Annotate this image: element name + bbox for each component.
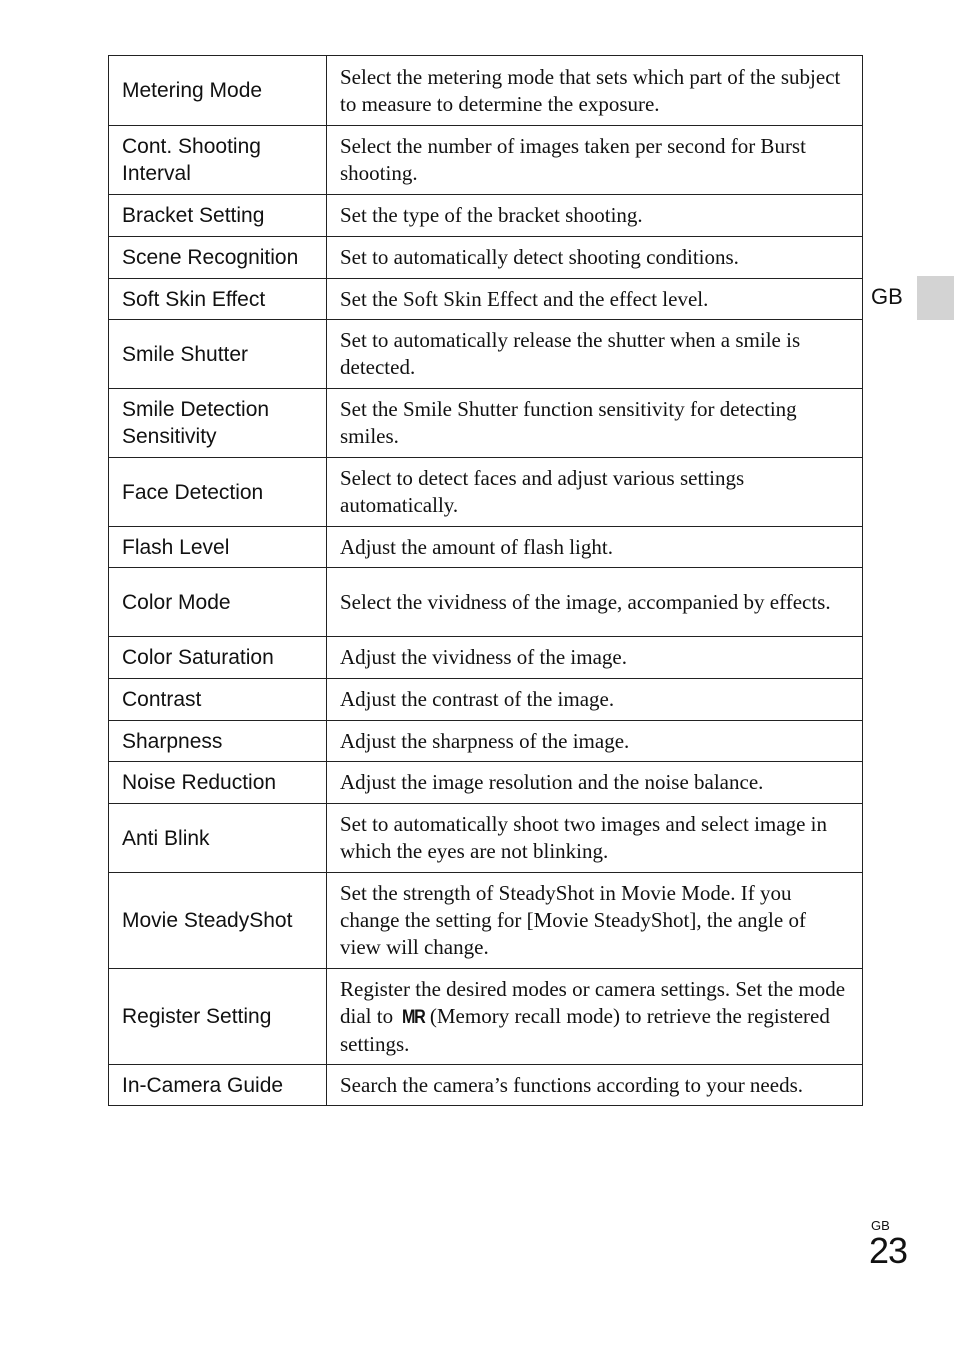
setting-description	[327, 969, 863, 1065]
table-row	[109, 568, 863, 637]
setting-name: Smile Detection Sensitivity	[109, 389, 327, 458]
setting-description-part: (Memory recall mode) to retrieve the registered settings.	[340, 1003, 830, 1056]
setting-description: Select the vividness of the image, accompanied by effects.	[327, 568, 863, 637]
table-row	[109, 637, 863, 679]
setting-name: Anti Blink	[109, 804, 327, 873]
setting-description: Set the type of the bracket shooting.	[327, 195, 863, 237]
table-row	[109, 320, 863, 389]
setting-description: Adjust the image resolution and the noise balance.	[327, 762, 863, 804]
page-number: 23	[869, 1230, 908, 1271]
setting-description: Set to automatically release the shutter when a smile is detected.	[327, 320, 863, 389]
side-tab-label: GB	[871, 284, 903, 309]
setting-description: Adjust the contrast of the image.	[327, 679, 863, 721]
setting-name: Color Mode	[109, 568, 327, 637]
setting-name: Cont. Shooting Interval	[109, 126, 327, 195]
table-row	[109, 126, 863, 195]
table-row	[109, 195, 863, 237]
setting-description: Select the number of images taken per second for Burst shooting.	[327, 126, 863, 195]
side-tab	[917, 276, 954, 320]
setting-name: In-Camera Guide	[109, 1065, 327, 1106]
table-row	[109, 969, 863, 1065]
setting-name: Smile Shutter	[109, 320, 327, 389]
setting-name: Register Setting	[109, 969, 327, 1065]
page-language-code: GB	[871, 1218, 890, 1233]
table-row	[109, 721, 863, 762]
settings-table	[108, 55, 863, 1106]
setting-description: Search the camera’s functions according to your needs.	[327, 1065, 863, 1106]
table-row	[109, 237, 863, 279]
table-row	[109, 527, 863, 568]
setting-description: Adjust the sharpness of the image.	[327, 721, 863, 762]
table-row	[109, 56, 863, 126]
setting-name: Scene Recognition	[109, 237, 327, 279]
setting-description: Set to automatically shoot two images and select image in which the eyes are not blinking.	[327, 804, 863, 873]
setting-name: Noise Reduction	[109, 762, 327, 804]
table-row	[109, 1065, 863, 1106]
setting-name: Contrast	[109, 679, 327, 721]
setting-description: Select the metering mode that sets which part of the subject to measure to determine the exposure.	[327, 56, 863, 126]
setting-description: Set the Smile Shutter function sensitivity for detecting smiles.	[327, 389, 863, 458]
memory-recall-mode-icon: MR	[402, 1006, 425, 1028]
setting-name: Movie SteadyShot	[109, 873, 327, 969]
table-row	[109, 762, 863, 804]
table-row	[109, 804, 863, 873]
setting-name: Metering Mode	[109, 56, 327, 126]
setting-description: Set to automatically detect shooting conditions.	[327, 237, 863, 279]
table-row	[109, 389, 863, 458]
setting-description: Adjust the vividness of the image.	[327, 637, 863, 679]
setting-name: Sharpness	[109, 721, 327, 762]
setting-description: Set the strength of SteadyShot in Movie Mode. If you change the setting for [Movie SteadyShot], the angle of view will change.	[327, 873, 863, 969]
setting-description: Set the Soft Skin Effect and the effect level.	[327, 279, 863, 320]
setting-name: Flash Level	[109, 527, 327, 568]
table-row	[109, 873, 863, 969]
setting-description: Adjust the amount of flash light.	[327, 527, 863, 568]
setting-name: Face Detection	[109, 458, 327, 527]
setting-description: Select to detect faces and adjust various settings automatically.	[327, 458, 863, 527]
table-row	[109, 679, 863, 721]
setting-description-part: Register the desired modes or camera settings. Set the mode dial to	[340, 976, 846, 1028]
table-row	[109, 279, 863, 320]
table-row	[109, 458, 863, 527]
setting-name: Soft Skin Effect	[109, 279, 327, 320]
setting-name: Bracket Setting	[109, 195, 327, 237]
setting-name: Color Saturation	[109, 637, 327, 679]
